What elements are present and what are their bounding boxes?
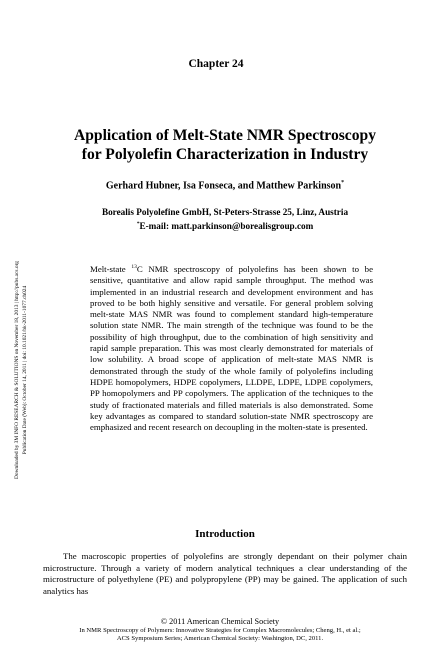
introduction-paragraph: The macroscopic properties of polyolefins are strongly dependant on their polymer chain microstructure. Through a variety of modern analytical techniques a clear understanding of the microstructure of polyethylene (PE) and polypropylene (PP) may be gained. The application of such analytics has xyxy=(43,551,407,596)
section-heading-introduction: Introduction xyxy=(195,528,255,540)
citation-line-1: In NMR Spectroscopy of Polymers: Innovative Strategies for Complex Macromolecules; Cheng, H., et al.; xyxy=(79,627,361,634)
paper-title xyxy=(40,126,410,164)
email-text: E-mail: matt.parkinson@borealisgroup.com xyxy=(139,221,314,232)
copyright: © 2011 American Chemical Society xyxy=(160,617,280,626)
page-footer xyxy=(20,617,420,643)
abstract-prefix: Melt-state xyxy=(90,264,132,274)
contact-email xyxy=(40,218,410,232)
affiliation-org: Borealis Polyolefine GmbH, St-Peters-Strasse 25, Linz, Austria xyxy=(101,207,349,217)
email-mark: * xyxy=(136,221,140,227)
citation-line-2: ACS Symposium Series; American Chemical Society: Washington, DC, 2011. xyxy=(116,635,324,642)
chapter-label: Chapter 24 xyxy=(188,58,244,70)
abstract-text: C NMR spectroscopy of polyolefins has been shown to be sensitive, quantitative and allow rapid sample throughput. The method was implemented in an industrial research and development environment and has proved to be both highly sensitive and versatile. For general problem solving melt-state MAS NMR was found to complement standard high-temperature solution state NMR. The main strength of the technique was found to be the possibility of high throughput, due to the combination of high sensitivity and rapid sample preparation. This was most clearly demonstrated for materials of low solubility. A broad scope of application of melt-state MAS NMR is demonstrated through the study of the whole family of polyolefins including HDPE homopolymers, HDPE copolymers, LLDPE, LDPE, LDPE copolymers, PP homopolymers and PP copolymers. The application of the techniques to the study of fractionated materials and filled materials is also demonstrated. Some key advantages as compared to standard solution-state NMR spectroscopy are emphasized and recent research on decoupling in the molten-state is presented. xyxy=(90,264,373,433)
author-list xyxy=(40,180,410,191)
affiliation xyxy=(40,206,410,232)
isotope-superscript: 13 xyxy=(131,264,137,271)
abstract xyxy=(90,264,373,433)
author-names: Gerhard Hubner, Isa Fonseca, and Matthew Parkinson xyxy=(105,180,342,192)
corresponding-mark: * xyxy=(341,180,345,186)
title-line-1: Application of Melt-State NMR Spectroscopy xyxy=(73,127,376,144)
download-sidebar xyxy=(6,160,36,580)
publication-line: Publication Date (Web): October 14, 2011 | doi: 10.1021/bk-2011-1077.ch024 xyxy=(22,285,28,455)
download-notice xyxy=(13,160,29,580)
download-line: Downloaded by 3M INFO RESEARCH & SOLUTIONS on November 18, 2013 | http://pubs.acs.org xyxy=(14,261,20,479)
title-line-2: for Polyolefin Characterization in Industry xyxy=(81,146,369,163)
